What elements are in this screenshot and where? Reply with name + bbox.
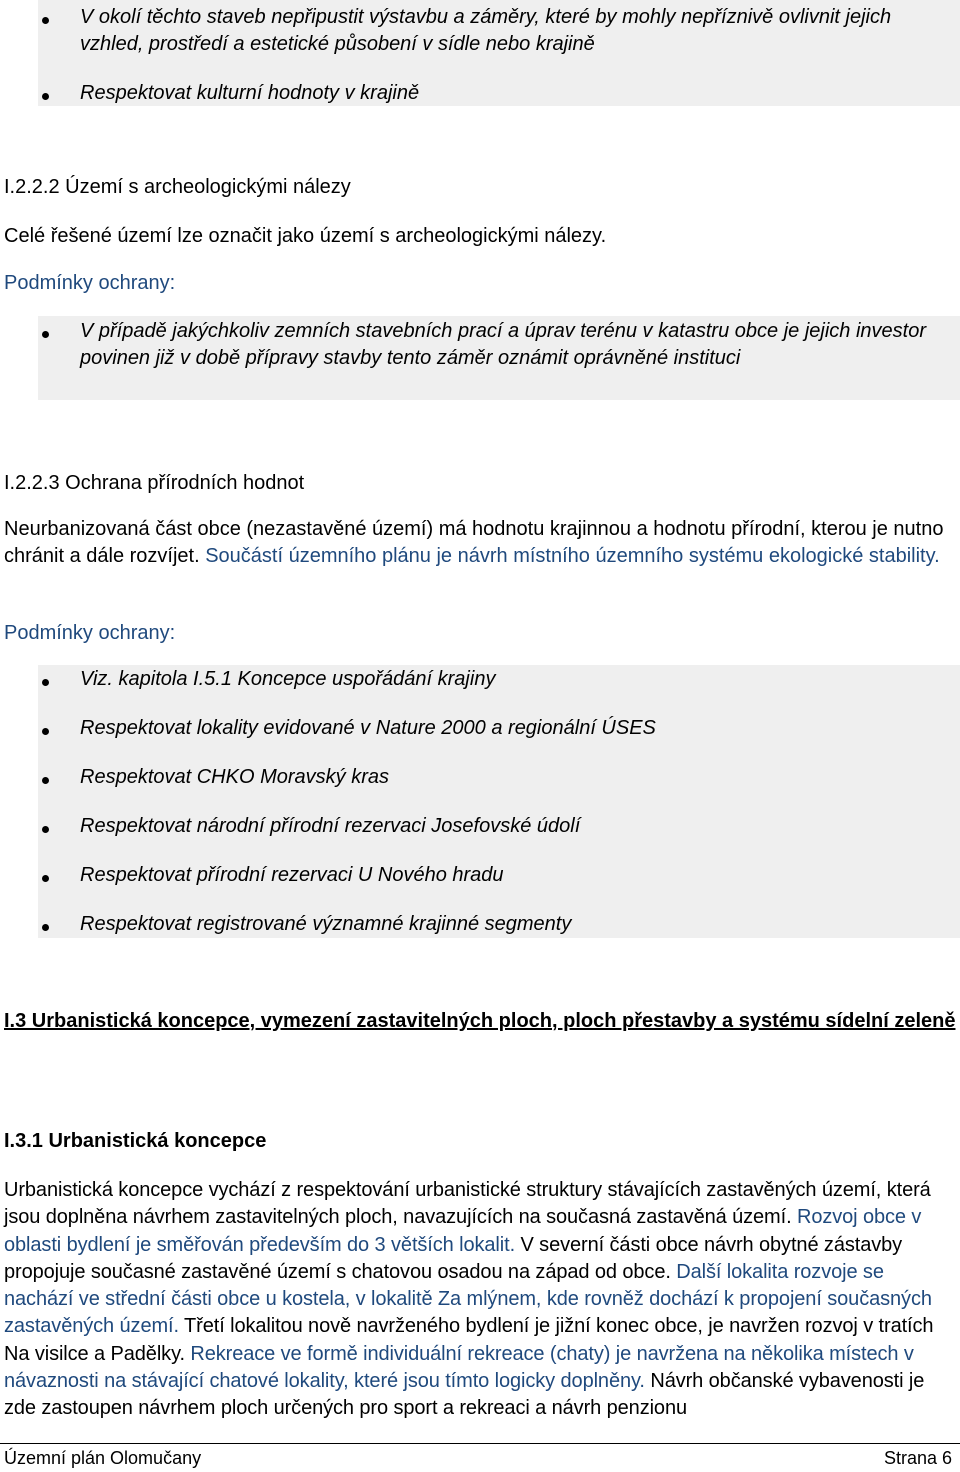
list-item-text: V okolí těchto staveb nepřipustit výstavbu a záměry, které by mohly nepříznivě ovlivnit jejich vzhled, prostředí a estetické působení v sídle nebo krajině: [80, 6, 892, 55]
list-item-text: Respektovat kulturní hodnoty v krajině: [80, 82, 420, 104]
section-heading: I.2.2.3 Ochrana přírodních hodnot: [4, 472, 305, 494]
list-item-text: Respektovat přírodní rezervaci U Nového hradu: [80, 864, 504, 886]
chapter-heading: I.3 Urbanistická koncepce, vymezení zastavitelných ploch, ploch přestavby a systému sídelní zeleně: [4, 1010, 956, 1032]
page-footer: [4, 1448, 952, 1469]
conditions-label: Podmínky ochrany:: [4, 622, 176, 644]
list-item-text: Respektovat CHKO Moravský kras: [80, 766, 389, 788]
bullet-icon: [42, 17, 49, 24]
section-heading: I.2.2.2 Území s archeologickými nálezy: [4, 176, 351, 198]
bullet-icon: [42, 924, 49, 931]
list-item-text: Respektovat lokality evidované v Nature 2000 a regionální ÚSES: [80, 717, 656, 739]
paragraph: Urbanistická koncepce vychází z respektování urbanistické struktury stávajících zastavěných území, která jsou doplněna návrhem zastavitelných ploch, navazujících na současná zastavěná území. Rozvoj obce v oblasti bydlení je směřován především do 3 větších lokalit. V severní části obce návrh obytné zástavby propojuje současné zastavěné území s chatovou osadou na západ od obce. Další lokalita rozvoje se nachází ve střední části obce u kostela, v lokalitě Za mlýnem, kde rovněž dochází k propojení současných zastavěných území. Třetí lokalitou nově navrženého bydlení je jižní konec obce, je navržen rozvoj v tratích Na visilce a Padělky. Rekreace ve formě individuální rekreace (chaty) je navržena na několika místech v návaznosti na stávající chatové lokality, které jsou tímto logicky doplněny. Návrh občanské vybavenosti je zde zastoupen návrhem ploch určených pro sport a rekreaci a návrh penzionu: [4, 1179, 934, 1420]
paragraph: Neurbanizovaná část obce (nezastavěné území) má hodnotu krajinnou a hodnotu přírodní, kterou je nutno chránit a dále rozvíjet. Součástí územního plánu je návrh místního územního systému ekologické stability.: [4, 518, 944, 567]
list-item-text: Viz. kapitola I.5.1 Koncepce uspořádání krajiny: [80, 668, 496, 690]
bullet-icon: [42, 331, 49, 338]
footer-rule: [0, 1443, 960, 1444]
bullet-icon: [42, 93, 49, 100]
list-item-text: Respektovat registrované významné krajinné segmenty: [80, 913, 572, 935]
list-item-text: Respektovat národní přírodní rezervaci Josefovské údolí: [80, 815, 581, 837]
bullet-icon: [42, 875, 49, 882]
list-item-text: V případě jakýchkoliv zemních stavebních prací a úprav terénu v katastru obce je jejich investor povinen již v době přípravy stavby tento záměr oznámit oprávněné instituci: [80, 320, 926, 369]
conditions-label: Podmínky ochrany:: [4, 272, 176, 294]
section-heading: I.3.1 Urbanistická koncepce: [4, 1130, 267, 1152]
page-number: Strana 6: [883, 1448, 952, 1468]
footer-title: Územní plán Olomučany: [4, 1448, 202, 1468]
bullet-icon: [42, 679, 49, 686]
bullet-icon: [42, 777, 49, 784]
bullet-icon: [42, 826, 49, 833]
paragraph: Celé řešené území lze označit jako území s archeologickými nálezy.: [4, 225, 607, 247]
bullet-icon: [42, 728, 49, 735]
conditions-block: [38, 665, 960, 938]
